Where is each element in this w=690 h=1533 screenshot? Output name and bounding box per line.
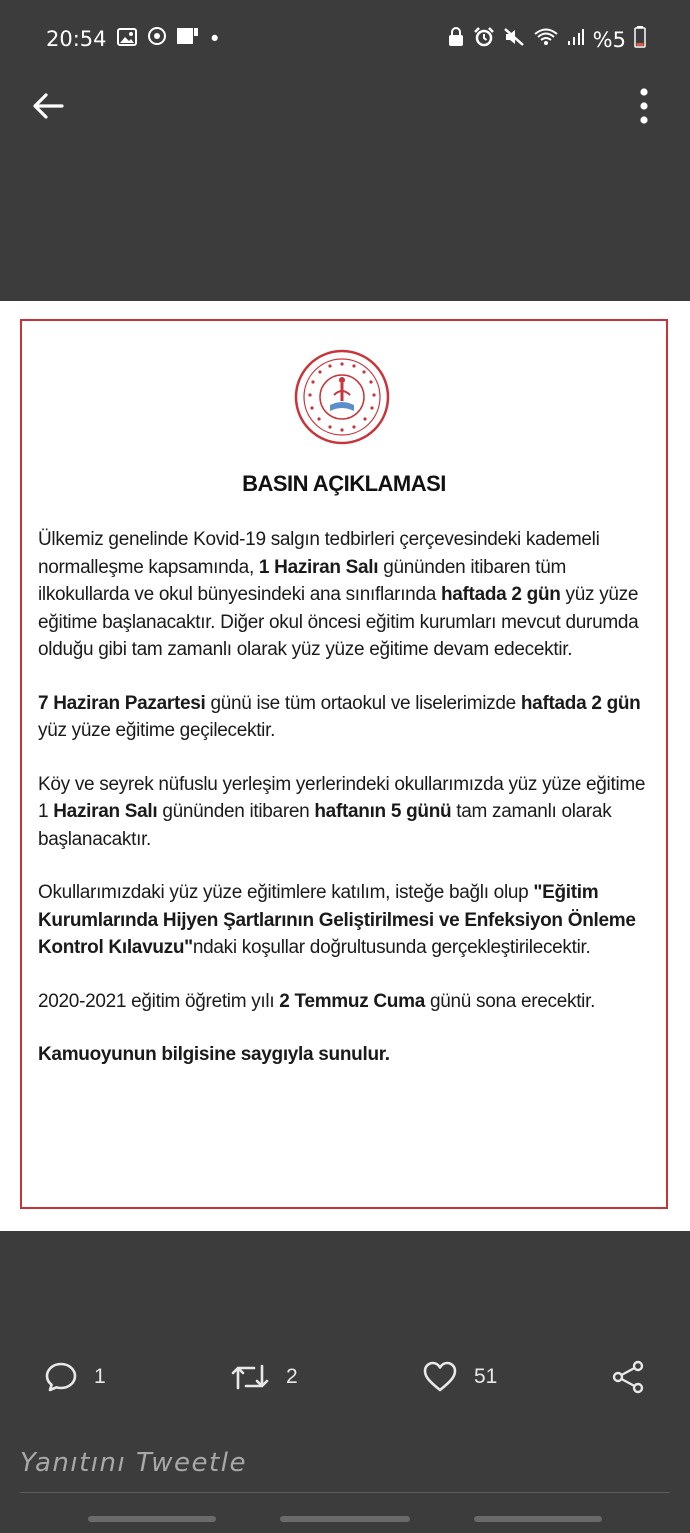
paragraph-6: Kamuoyunun bilgisine saygıyla sunulur. — [38, 1044, 390, 1065]
comment-icon — [44, 1360, 78, 1394]
battery-percent: %5 — [592, 27, 626, 52]
ministry-seal-icon — [294, 349, 390, 445]
status-left — [46, 26, 221, 51]
notification-icon — [177, 26, 199, 51]
retweet-icon — [230, 1360, 270, 1394]
paragraph-2: 7 Haziran Pazartesi günü ise tüm ortaokul ve liselerimizde haftada 2 gün yüz yüze eğitime geçilecektir. — [38, 692, 641, 741]
back-button[interactable] — [30, 86, 70, 126]
heart-icon — [422, 1360, 458, 1394]
gallery-icon — [117, 27, 137, 51]
share-button[interactable] — [610, 1360, 646, 1394]
alarm-icon — [473, 27, 495, 52]
press-release-document — [20, 319, 668, 1209]
status-dot: • — [208, 26, 221, 51]
paragraph-4: Okullarımızdaki yüz yüze eğitimlere katılım, isteğe bağlı olup "Eğitim Kurumlarında Hijyen Şartlarının Geliştirilmesi ve Enfeksiyon Önleme Kontrol Kılavuzu"ndaki koşullar doğrultusunda gerçekleştirilecektir. — [38, 882, 636, 958]
reply-placeholder: Yanıtını Tweetle — [20, 1448, 247, 1478]
reply-input[interactable] — [20, 1442, 670, 1493]
share-icon — [610, 1360, 646, 1394]
top-app-bar — [0, 80, 690, 140]
sync-icon — [147, 26, 167, 51]
paragraph-5: 2020-2021 eğitim öğretim yılı 2 Temmuz Cuma günü sona erecektir. — [38, 990, 596, 1012]
document-title: BASIN AÇIKLAMASI — [242, 471, 446, 496]
paragraph-1: Ülkemiz genelinde Kovid-19 salgın tedbirleri çerçevesindeki kademeli normalleşme kapsamında, 1 Haziran Salı gününden itibaren tüm ilkokullarda ve okul bünyesindeki ana sınıflarında haftada 2 gün yüz yüze eğitime başlanacaktır. Diğer okul öncesi eğitim kurumları mevcut durumda olduğu gibi tam zamanlı olarak yüz yüze eğitime devam edecektir. — [38, 529, 639, 660]
like-count: 51 — [474, 1365, 498, 1388]
nav-hint-center — [280, 1516, 410, 1522]
arrow-left-icon — [30, 86, 70, 126]
lock-icon — [447, 27, 465, 52]
more-vertical-icon — [626, 84, 662, 128]
tweet-image[interactable] — [0, 301, 690, 1231]
more-options-button[interactable] — [626, 84, 662, 128]
document-body — [38, 526, 658, 1095]
tweet-actions — [0, 1360, 690, 1410]
mute-icon — [503, 27, 525, 52]
status-bar — [0, 0, 690, 80]
nav-hint-left — [88, 1516, 216, 1522]
like-button[interactable] — [422, 1360, 497, 1394]
status-right — [447, 26, 646, 53]
battery-icon — [634, 26, 646, 53]
status-time: 20:54 — [46, 26, 107, 51]
signal-icon — [567, 27, 585, 52]
nav-hint-right — [474, 1516, 602, 1522]
retweet-count: 2 — [286, 1365, 298, 1388]
wifi-icon — [533, 27, 559, 52]
paragraph-3: Köy ve seyrek nüfuslu yerleşim yerlerindeki okullarımızda yüz yüze eğitime 1 Haziran Salı gününden itibaren haftanın 5 günü tam zamanlı olarak başlanacaktır. — [38, 773, 646, 850]
reply-count: 1 — [94, 1365, 106, 1388]
reply-button[interactable] — [44, 1360, 106, 1394]
retweet-button[interactable] — [230, 1360, 298, 1394]
